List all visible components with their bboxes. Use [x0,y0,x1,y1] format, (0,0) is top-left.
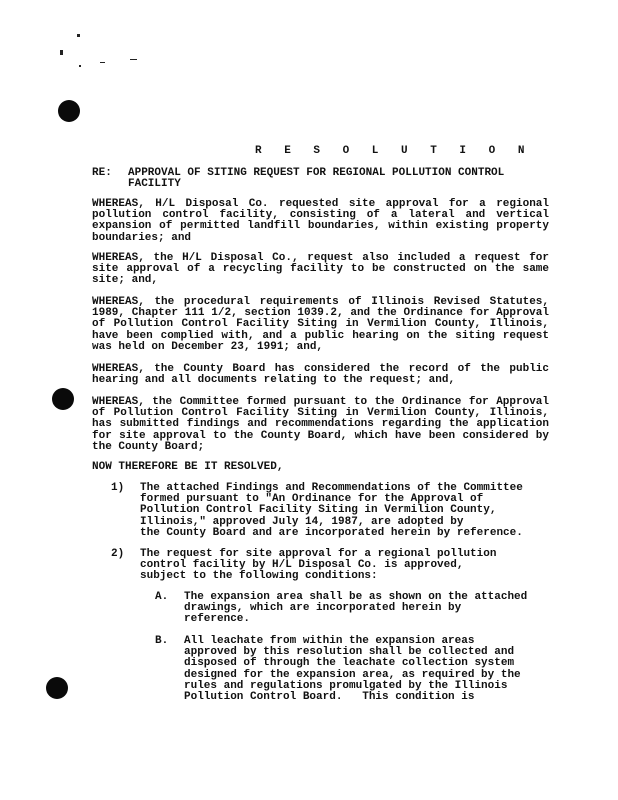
item-text-1: The attached Findings and Recommendations of the Committee formed pursuant to "An Ordinance for the Approval of Pollution Control Facility Siting in Vermilion County, Illinois," approved July 14, 1987, are adopted by the County Board and are incorporated herein by reference. [140,482,523,539]
subitem-letter-a: A. [155,591,169,603]
scan-speck [100,62,105,63]
scan-speck [130,59,137,60]
re-label: RE: [92,167,112,179]
subitem-letter-b: B. [155,635,169,647]
item-text-2: The request for site approval for a regional pollution control facility by H/L Disposal Co. is approved, subject to the following conditions: [140,548,497,583]
re-subject: APPROVAL OF SITING REQUEST FOR REGIONAL POLLUTION CONTROL FACILITY [128,167,505,191]
whereas-paragraph-2: WHEREAS, the H/L Disposal Co., request also included a request for site approval of a recycling facility to be constructed on the same site; and, [92,252,549,287]
document-title: R E S O L U T I O N [255,145,533,157]
whereas-paragraph-3: WHEREAS, the procedural requirements of Illinois Revised Statutes, 1989, Chapter 111 1/2, section 1039.2, and the Ordinance for Approval of Pollution Control Facility Siting in Vermilion County, Illinois, have been complied with, and a public hearing on the siting request was held on December 23, 1991; and, [92,296,549,353]
punch-hole-middle [52,388,74,410]
scan-speck [60,50,63,55]
subitem-text-b: All leachate from within the expansion areas approved by this resolution shall be collected and disposed of through the leachate collection system designed for the expansion area, as required by the rules and regulations promulgated by the Illinois Pollution Control Board. This condition is [184,635,521,704]
whereas-paragraph-1: WHEREAS, H/L Disposal Co. requested site approval for a regional pollution control facility, consisting of a lateral and vertical expansion of permitted landfill boundaries, within existing property boundaries; and [92,198,549,244]
scan-speck [79,65,81,67]
subitem-text-a: The expansion area shall be as shown on the attached drawings, which are incorporated herein by reference. [184,591,528,626]
item-number-1: 1) [111,482,125,494]
item-number-2: 2) [111,548,125,560]
whereas-paragraph-5: WHEREAS, the Committee formed pursuant to the Ordinance for Approval of Pollution Control Facility Siting in Vermilion County, Illinois, has submitted findings and recommendations regarding the application for site approval to the County Board, which have been considered by the County Board; [92,396,549,453]
punch-hole-bottom [46,677,68,699]
scan-speck [77,34,80,37]
whereas-paragraph-4: WHEREAS, the County Board has considered the record of the public hearing and all documents relating to the request; and, [92,363,549,387]
resolved-heading: NOW THEREFORE BE IT RESOLVED, [92,461,284,473]
punch-hole-top [58,100,80,122]
